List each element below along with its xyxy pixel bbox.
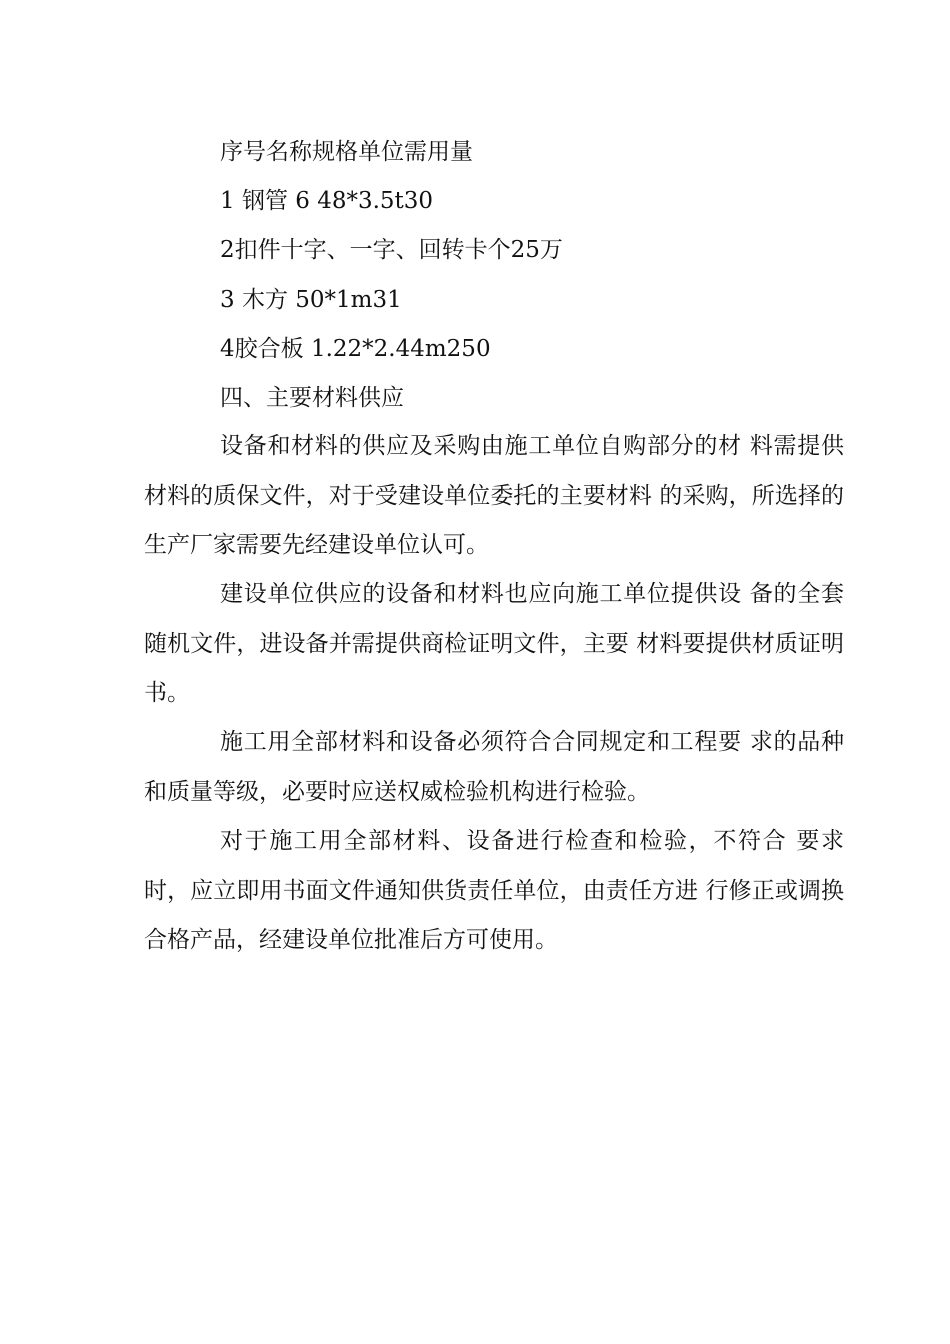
table-row-3: 3 木方 50*1m31 — [220, 287, 402, 313]
table-row-1: 1 钢管 6 48*3.5t30 — [220, 188, 434, 214]
paragraph-1: 设备和材料的供应及采购由施工单位自购部分的材 料需提供材料的质保文件，对于受建设单位委托的主要材料 的采购，所选择的生产厂家需要先经建设单位认可。 — [144, 433, 844, 558]
paragraph-2: 建设单位供应的设备和材料也应向施工单位提供设 备的全套随机文件，进设备并需提供商检证明文件，主要 材料要提供材质证明书。 — [144, 581, 844, 706]
paragraph-3: 施工用全部材料和设备必须符合合同规定和工程要 求的品种和质量等级，必要时应送权威检验机构进行检验。 — [144, 729, 844, 805]
section-heading: 四、主要材料供应 — [220, 385, 404, 411]
table-header-line: 序号名称规格单位需用量 — [220, 139, 473, 165]
table-row-2: 2扣件十字、一字、回转卡个25万 — [220, 237, 563, 263]
table-row-4: 4胶合板 1.22*2.44m250 — [220, 336, 491, 362]
paragraph-4: 对于施工用全部材料、设备进行检查和检验，不符合 要求时，应立即用书面文件通知供货责任单位，由责任方进 行修正或调换合格产品，经建设单位批准后方可使用。 — [144, 828, 844, 953]
